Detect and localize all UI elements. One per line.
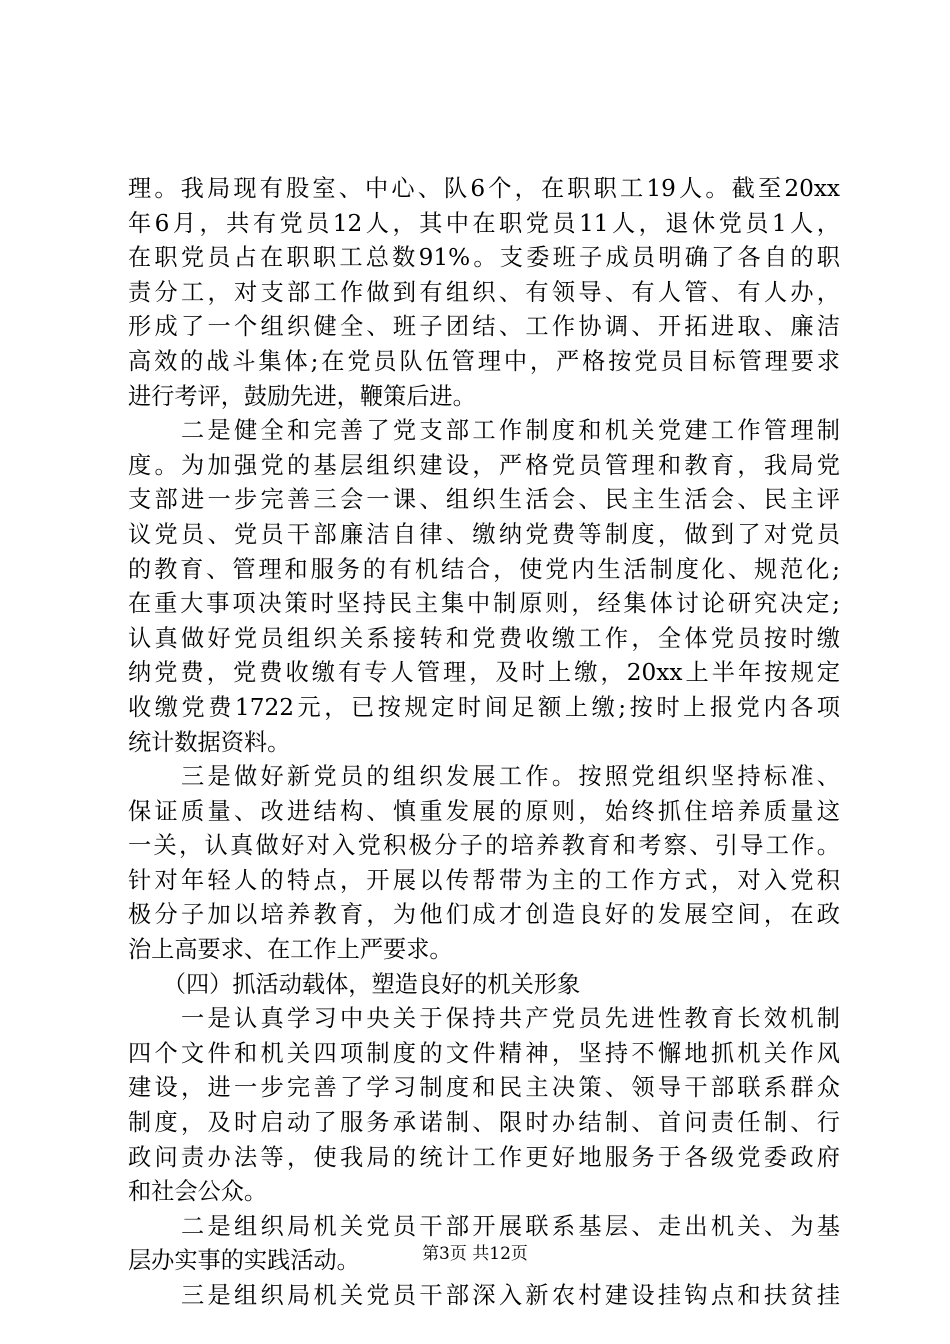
page-footer: 第3页 共12页 (422, 1244, 528, 1264)
text-line: 理。我局现有股室、中心、队6个，在职职工19人。截至20xx (128, 175, 840, 202)
text-line: 二是健全和完善了党支部工作制度和机关党建工作管理制 (128, 417, 840, 445)
text-line: 二是组织局机关党员干部开展联系基层、走出机关、为基 (128, 1212, 840, 1240)
text-line: 保证质量、改进结构、慎重发展的原则，始终抓住培养质量这 (128, 797, 840, 825)
text-line: 议党员、党员干部廉洁自律、缴纳党费等制度，做到了对党员 (128, 520, 840, 548)
text-line: 极分子加以培养教育，为他们成才创造良好的发展空间，在政 (128, 901, 840, 929)
text-line: 制度，及时启动了服务承诺制、限时办结制、首问责任制、行 (128, 1109, 840, 1137)
text-line: 收缴党费1722元，已按规定时间足额上缴;按时上报党内各项 (128, 693, 840, 721)
text-line: 一关，认真做好对入党积极分子的培养教育和考察、引导工作。 (128, 832, 840, 860)
text-line: 在重大事项决策时坚持民主集中制原则，经集体讨论研究决定; (128, 590, 840, 618)
text-line: 高效的战斗集体;在党员队伍管理中，严格按党员目标管理要求 (128, 347, 840, 375)
text-line: 形成了一个组织健全、班子团结、工作协调、开拓进取、廉洁 (128, 313, 840, 341)
text-line: 治上高要求、在工作上严要求。 (128, 936, 453, 964)
text-line: 认真做好党员组织关系接转和党费收缴工作，全体党员按时缴 (128, 624, 840, 652)
text-line: 三是组织局机关党员干部深入新农村建设挂钩点和扶贫挂 (128, 1282, 840, 1309)
text-line: 年6月，共有党员12人，其中在职党员11人，退休党员1人， (128, 209, 840, 237)
text-line: 纳党费，党费收缴有专人管理，及时上缴，20xx上半年按规定 (128, 659, 840, 687)
text-line: 和社会公众。 (128, 1178, 268, 1206)
text-line: 针对年轻人的特点，开展以传帮带为主的工作方式，对入党积 (128, 866, 840, 894)
text-line: 政问责办法等，使我局的统计工作更好地服务于各级党委政府 (128, 1143, 840, 1171)
text-line: 一是认真学习中央关于保持共产党员先进性教育长效机制 (128, 1005, 840, 1033)
text-line: 层办实事的实践活动。 (128, 1247, 360, 1275)
text-line: 在职党员占在职职工总数91%。支委班子成员明确了各自的职 (128, 244, 840, 272)
text-line: 的教育、管理和服务的有机结合，使党内生活制度化、规范化; (128, 555, 840, 583)
text-line: 支部进一步完善三会一课、组织生活会、民主生活会、民主评 (128, 486, 840, 514)
document-body (128, 172, 840, 1314)
text-line: 责分工，对支部工作做到有组织、有领导、有人管、有人办， (128, 278, 840, 306)
text-line: 三是做好新党员的组织发展工作。按照党组织坚持标准、 (128, 763, 840, 791)
text-line: （四）抓活动载体，塑造良好的机关形象 (128, 970, 581, 998)
text-line: 进行考评，鼓励先进，鞭策后进。 (128, 382, 476, 410)
text-line: 建设，进一步完善了学习制度和民主决策、领导干部联系群众 (128, 1074, 840, 1102)
text-line: 统计数据资料。 (128, 728, 291, 756)
text-line: 四个文件和机关四项制度的文件精神，坚持不懈地抓机关作风 (128, 1039, 840, 1067)
text-line: 度。为加强党的基层组织建设，严格党员管理和教育，我局党 (128, 451, 840, 479)
